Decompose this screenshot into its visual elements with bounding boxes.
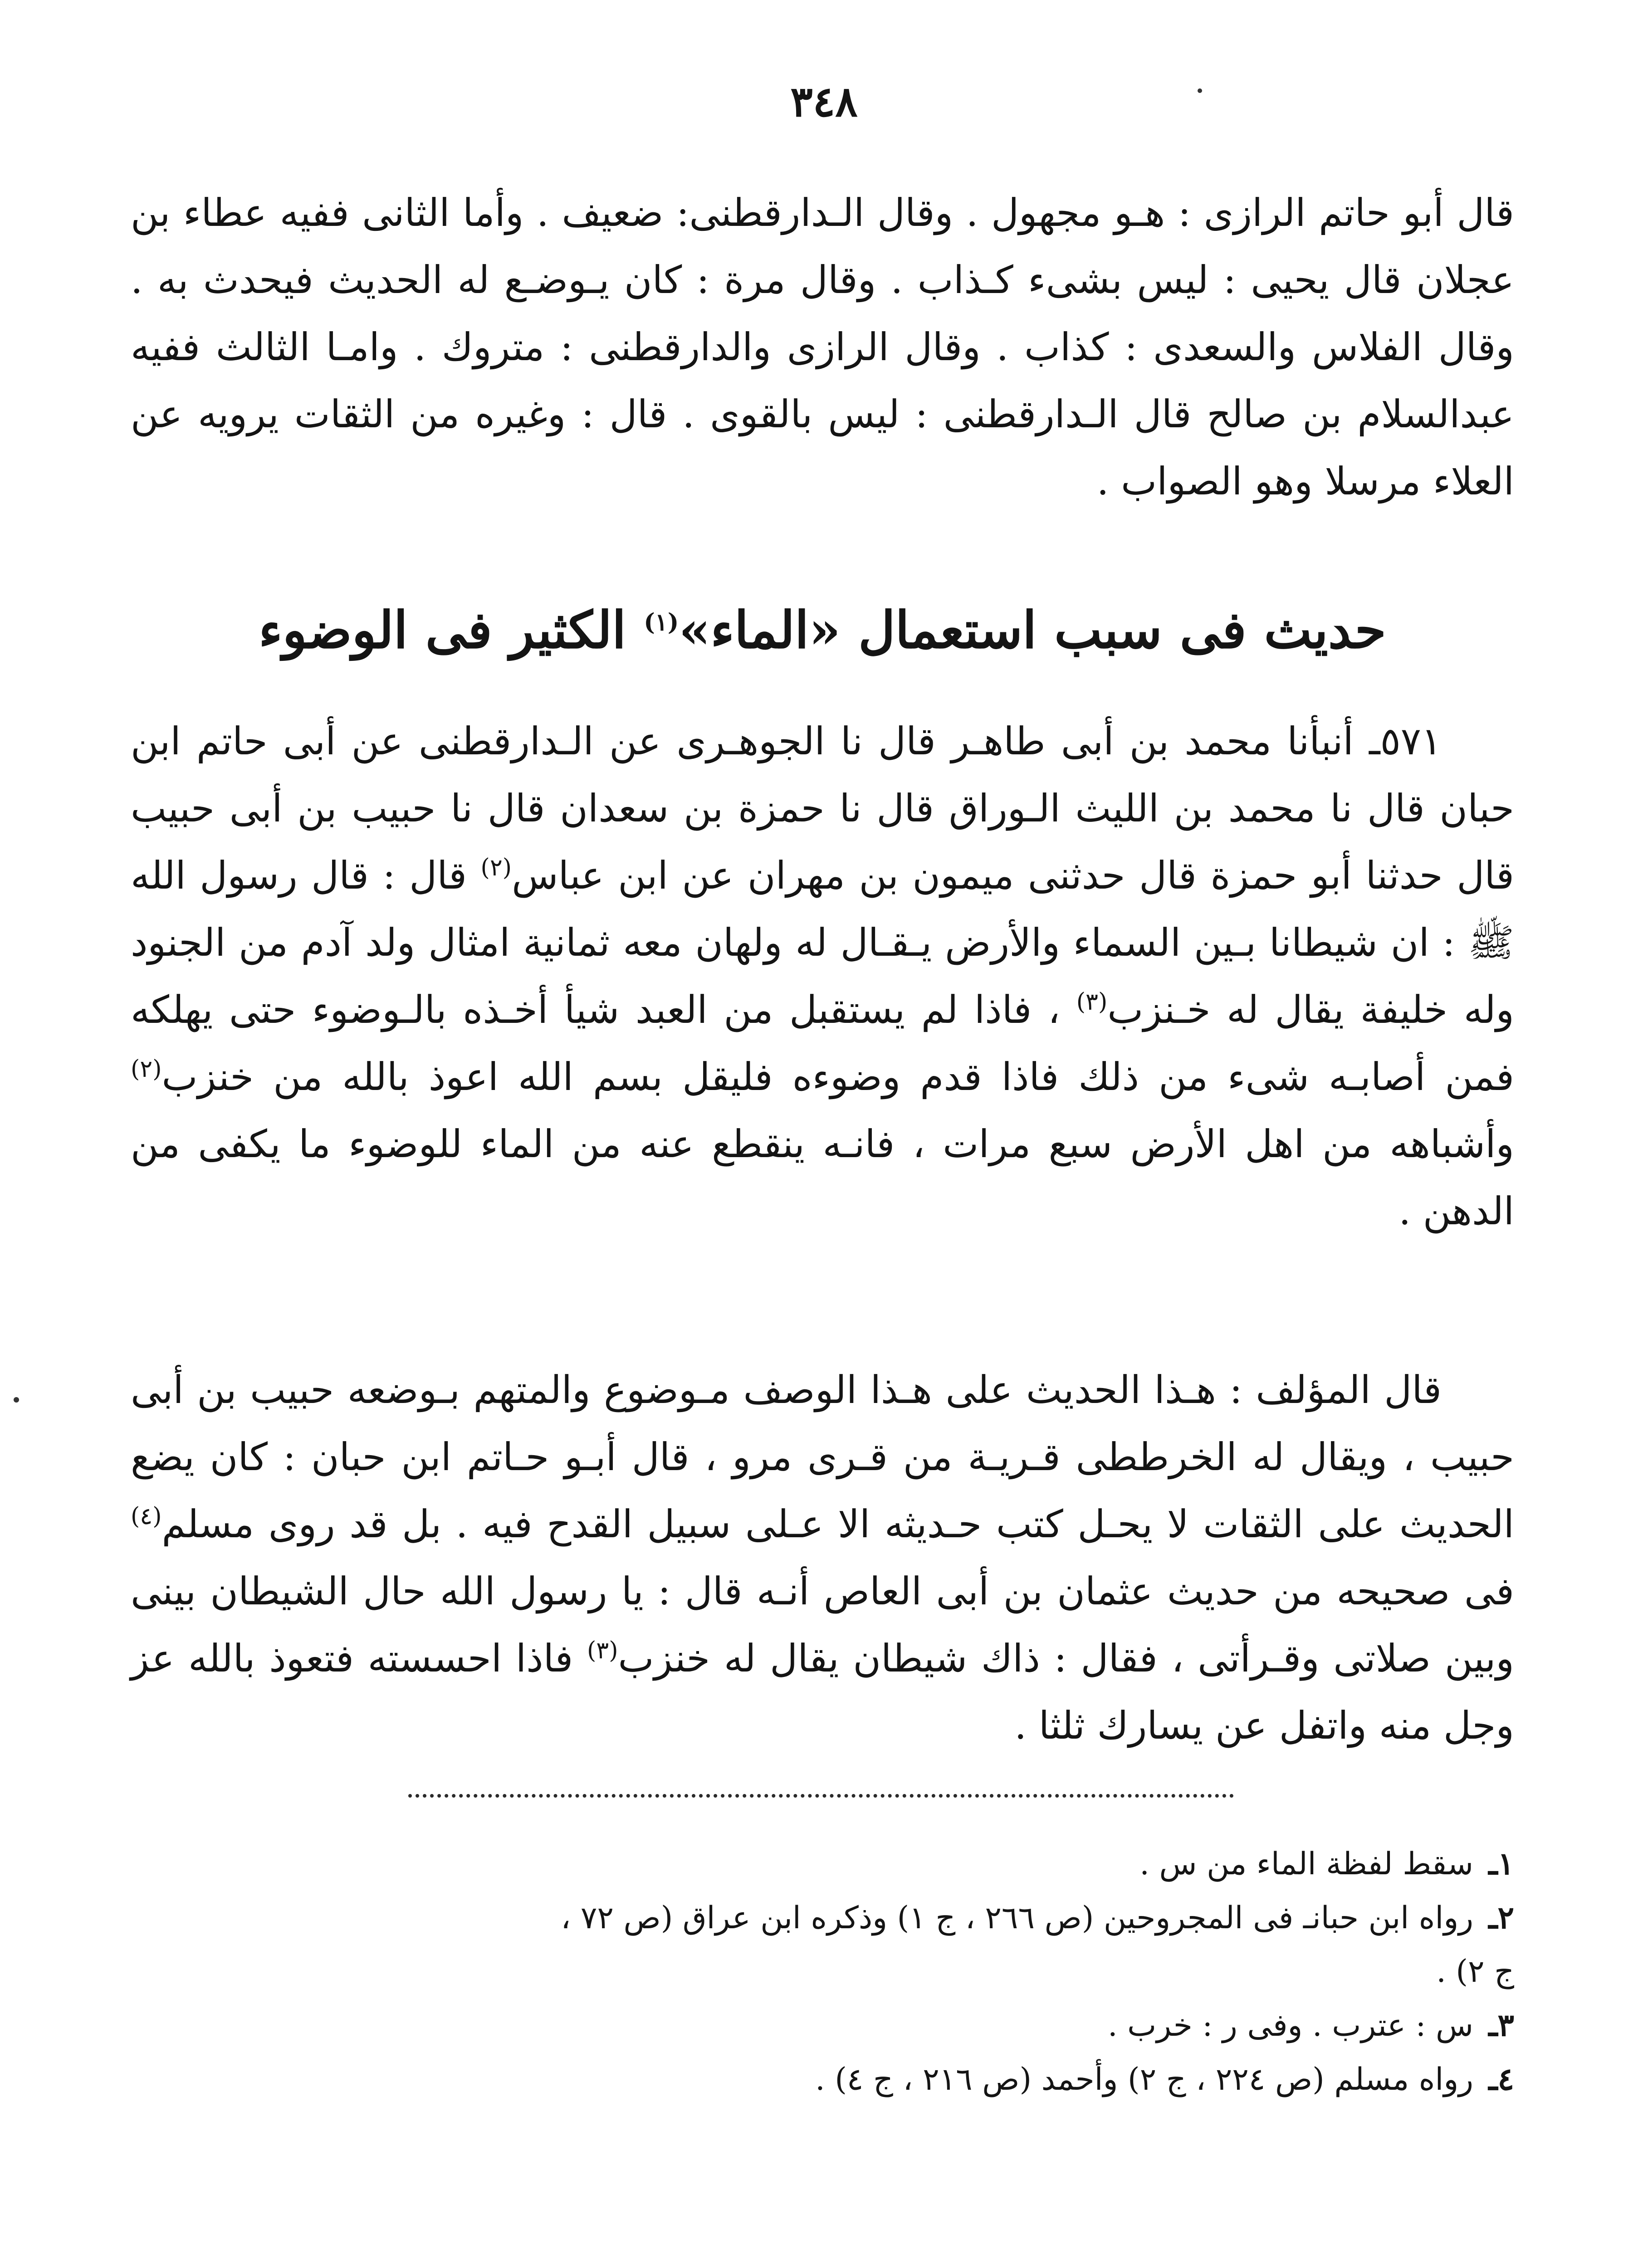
preceding-paragraph bbox=[131, 179, 1514, 515]
commentary-text: فى صحيحه من حديث عثمان بن أبى العاص أنـه قال : يا رسول الله حال الشيطان بينى وبين صلاتى وقـرأتى ، فقال : ذاك شيطان يقال له خنزب bbox=[131, 1569, 1514, 1681]
footnote-ref: (٣) bbox=[587, 1637, 618, 1664]
footnote-ref: (٣) bbox=[1076, 988, 1108, 1016]
paragraph-text: قال أبو حاتم الرازى : هـو مجهول . وقال الـدارقطنى: ضعيف . وأما الثانى ففيه عطاء بن عجلان قال يحيى : ليس بشىء كـذاب . وقال مرة : كان يـوضـع له الحديث فيحدث به . وقال الفلاس والسعدى : كذاب . وقال الرازى والدارقطنى : متروك . وامـا الثالث ففيه عبدالسلام بن صالح قال الـدارقطنى : ليس بالقوى . قال : وغيره من الثقات يرويه عن العلاء مرسلا وهو الصواب . bbox=[131, 191, 1514, 503]
footnote-text: رواه ابن حبانـ فى المجروحين (ص ٢٦٦ ، ج ١) وذكره ابن عراق (ص ٧٢ ، bbox=[561, 1900, 1473, 1936]
footnotes-list bbox=[131, 1837, 1514, 2107]
footnote-number: ٣ـ bbox=[1488, 2007, 1514, 2043]
footnote-ref: (٤) bbox=[131, 1503, 162, 1530]
footnote-text: رواه مسلم (ص ٢٢٤ ، ج ٢) وأحمد (ص ٢١٦ ، ج ٤) . bbox=[815, 2062, 1473, 2097]
commentary-text: فاذا احسسته فتعوذ بالله عز وجل منه واتفل عن يسارك ثلثا . bbox=[131, 1636, 1514, 1748]
heading-text-end: الكثير فى الوضوء bbox=[259, 601, 644, 660]
scan-mark bbox=[14, 1397, 19, 1403]
commentary-text: قال المؤلف : هـذا الحديث على هـذا الوصف مـوضوع والمتهم بـوضعه حبيب بن أبى حبيب ، ويقال له الخرططى قـريـة من قـرى مرو ، قال أبـو حـاتم ابن حبان : كان يضع الحديث على الثقات لا يحـل كتب حـديثه الا عـلى سبيل القدح فيه . بل قد روى مسلم bbox=[131, 1368, 1514, 1546]
heading-text: حديث فى سبب استعمال «الماء» bbox=[679, 601, 1386, 660]
footnote-item bbox=[131, 1999, 1514, 2053]
footnote-continuation: ج ٢) . bbox=[1436, 1954, 1514, 1989]
footnote-text: سقط لفظة الماء من س . bbox=[1139, 1846, 1473, 1882]
footnote-text: س : عترب . وفى ر : خرب . bbox=[1107, 2008, 1473, 2043]
hadith-text: وأشباهه من اهل الأرض سبع مرات ، فانـه ينقطع عنه من الماء للوضوء ما يكفى من الدهن . bbox=[131, 1122, 1514, 1233]
hadith-text: قال : قال رسول الله ﷺ : ان شيطانا بـين السماء والأرض يـقـال له ولهان معه ثمانية امثال ولد آدم من الجنود وله خليفة يقال له خـنزب bbox=[131, 853, 1514, 1032]
footnote-divider bbox=[408, 1794, 1234, 1798]
footnote-ref: (٢) bbox=[480, 854, 512, 881]
footnote-number: ٤ـ bbox=[1488, 2061, 1514, 2097]
footnote-item bbox=[131, 2053, 1514, 2107]
footnote-ref: (١) bbox=[644, 608, 679, 636]
footnote-item bbox=[131, 1837, 1514, 1891]
footnote-number: ٢ـ bbox=[1488, 1900, 1514, 1936]
hadith-paragraph bbox=[131, 708, 1514, 1245]
hadith-text: ، فاذا لم يستقبل من العبد شيأ أخـذه بالـوضوء حتى يهلكه فمن أصابـه شىء من ذلك فاذا قدم وضوءه فليقل بسم الله اعوذ بالله من خنزب bbox=[131, 987, 1515, 1099]
hadith-text: ٥٧١ـ أنبأنا محمد بن أبى طاهـر قال نا الجوهـرى عن الـدارقطنى عن أبى حاتم ابن حبان قال نا محمد بن الليث الـوراق قال نا حمزة بن سعدان قال نا حبيب بن أبى حبيب قال حدثنا أبو حمزة قال حدثنى ميمون بن مهران عن ابن عباس bbox=[131, 719, 1514, 898]
page-number: ٣٤٨ bbox=[790, 77, 858, 126]
footnote-number: ١ـ bbox=[1488, 1846, 1514, 1882]
author-commentary bbox=[131, 1356, 1514, 1759]
section-heading bbox=[131, 594, 1514, 667]
footnote-ref: (٢) bbox=[131, 1056, 162, 1083]
footnote-item bbox=[131, 1891, 1514, 1945]
scan-mark bbox=[1198, 88, 1202, 93]
